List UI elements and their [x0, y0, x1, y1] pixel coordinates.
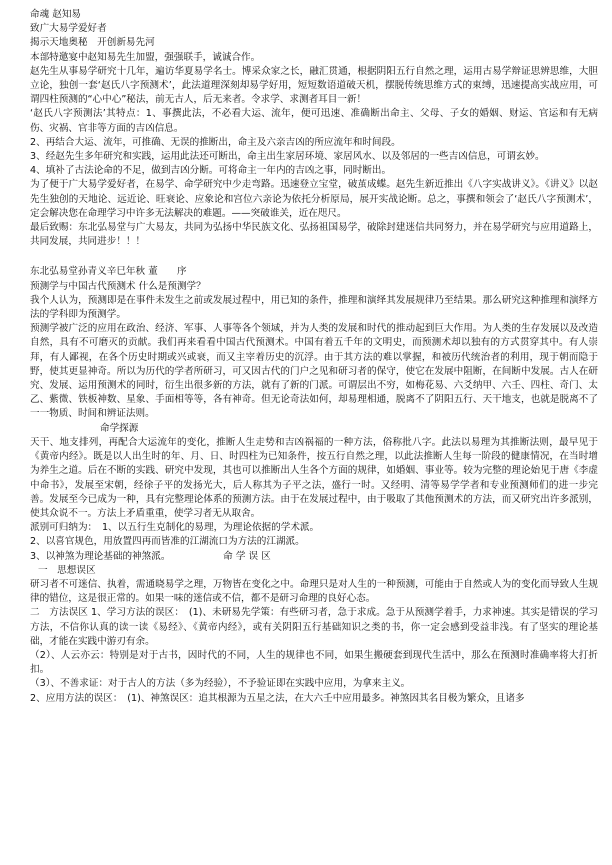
section-paragraph: 2、应用方法的误区： (1)、神煞误区：追其根源为五星之法，在大六壬中应用最多。神煞因其名目极为繁众，且诸多 [30, 692, 525, 704]
header-slogan: 揭示天地奥秘 开创新易先河 [30, 37, 155, 49]
section-paragraph: （3）、不善求证：对于古人的方法（多为经验），不予验证即在实践中应用，为拿来主义。 [30, 678, 411, 690]
section-paragraph: 研习者不可迷信、执着，需通晓易学之理，万物皆在变化之中。命理只是对人生的一种预测，可能由于自然或人为的变化而导致人生规律的错位，这是很正常的。如果一味的迷信或不信，都不是研习命理的良好心态。 [30, 578, 598, 605]
preface-paragraph: 我个人认为，预测即是在事件未发生之前或发展过程中，用已知的条件，推理和演绎其发展规律乃至结果。那么研究这种推理和演绎方法的学科即为预测学。 [30, 294, 598, 321]
preface-paragraph: 预测学被广泛的应用在政治、经济、军事、人事等各个领域，并为人类的发展和时代的推动起到巨大作用。为人类的生存发展以及改造自然，具有不可磨灭的贡献。我们再来看看中国古代预测术。中国有着五千年的文明史，而预测术却以独有的方式贯穿其中。有人崇拜，有人鄙视，在各个历史时期或兴或衰，而又主宰着历史的沉浮。由于其方法的难以掌握，和被历代统治者的利用，现于朝而隐于野，使其更显神奇。所以为历代的学者所研习，可又因古代的门户之见和研习者的保守，使它在发展中阻断，在间断中发展。古人在研究、发展、运用预测术的同时，衍生出很多新的方法，就有了新的门派。可谓层出不穷，如梅花易、六爻纳甲、六壬、四柱、奇门、太乙、紫微、铁板神数、星象、手面相等等，各有神奇。但无论奇法如何，却易理相通，脱离不了阴阳五行、天干地支，也就是脱离不了一一物质、时间和辨证法则。 [30, 323, 598, 420]
section-paragraph: 天干、地支排列，再配合大运流年的变化，推断人生走势和吉凶祸福的一种方法，俗称批八字。此法以易理为其推断法则，最早见于《黄帝内经》。既是以人出生时的年、月、日、时四柱为已知条件，按五行自然之理，以此法推断人生每一阶段的健康情况，在当时增为养生之道。后在不断的实践、研究中发现，其也可以推断出人生各个方面的规律，如婚姻、事业等。较为完整的理论始见于唐《李虚中命书》，发展至宋朝，经徐子平的发扬光大，后人称其为子平之法，盛行一时。又经明、清等易学学者和专业预测师们的进一步完善。发展至今已成为一种，具有完整理论体系的预测方法。由于在发展过程中，由于吸取了其他预测术的方法，而又研究出许多派别，使其众说不一。方法上矛盾重重，使学习者无从取舍。 [30, 436, 598, 519]
section-paragraph: 派别可归纳为： 1、以五行生克制化的易理，为理论依据的学术派。 [30, 522, 320, 534]
intro-paragraph: 赵先生从事易学研究十几年，遍访华夏易学名士。博采众家之长，融汇贯通，根据阴阳五行自然之理，运用古易学辩证思辨思维，大胆立论，独创一套‘赵氏八字预测术’，此法道理深刻却易学好用，短短数语道破天机，摆脱传统思维方式的束缚，迅速提高实战应用，可谓四柱预测的“心中心”秘法，前无古人，后无来者。令求学、求测者耳目一新！ [30, 65, 598, 106]
intro-paragraph: 3、经赵先生多年研究和实践，运用此法还可断出，命主出生家居环境、家居风水、以及邻居的一些吉凶信息，可谓玄妙。 [30, 151, 545, 163]
intro-paragraph: 2、再结合大运、流年，可推确、无误的推断出，命主及六亲吉凶的所应流年和时间段。 [30, 136, 401, 148]
intro-paragraph: 本部特邀宴中赵知易先生加盟，强强联手，诚诚合作。 [30, 51, 261, 63]
section-paragraph: 二 方法误区 1、学习方法的误区： (1)、未研易先学策：有些研习者，急于求成。急于从预测学着手，力求神速。其实是错误的学习方法，不信你认真的读一读《易经》、《黄帝内经》，或有关阴阳五行基础知识之类的书，你一定会感到受益非浅。有了坚实的理论基础，才能在实践中游刃有余。 [30, 607, 598, 647]
intro-paragraph: 最后致赐：东北弘易堂与广大易友，共同为弘扬中华民族文化、弘扬祖国易学，破除封建迷信共同努力，并在易学研究与应用道路上，共同发展，共同进步！！！ [30, 222, 598, 248]
section-heading-origin: 命学探源 [100, 422, 139, 434]
intro-paragraph: 为了便于广大易学爱好者，在易学、命学研究中少走弯路。迅速登立宝堂，破茧成蝶。赵先生新近推出《八字实战讲义》。《讲义》以赵先生独创的天地论、远近论、旺衰论、应象论和宫位六亲论为依托分析原局，展开实战论断。总之，事撰和领会了‘赵氏八字预测术’，定会解决您在命理学习中许多无法解决的难题。——突破谁关，近在咫尺。 [30, 179, 598, 219]
preface-paragraph: 预测学与中国古代预测术 什么是预测学？ [30, 280, 206, 292]
section-paragraph: 3、以神煞为理论基础的神煞派。 命 学 误 区 [30, 550, 271, 562]
preface-heading: 东北弘易堂孙青义辛巳年秋 董 序 [30, 266, 187, 278]
section-heading-thinking: 一 思想误区 [38, 564, 96, 576]
section-paragraph: 2、以喜官规色，用放置四再而皆准的江湖流口为方法的江湖派。 [30, 536, 305, 548]
intro-paragraph: ‘赵氏八字预测法’其特点：1、事撰此法，不必看大运、流年，便可迅速、准确断出命主、父母、子女的婚姻、财运、官运和有无病伤、灾祸、官非等方面的吉凶信息。 [30, 108, 598, 134]
section-paragraph: （2）、人云亦云：特别是对于古书，因时代的不同，人生的规律也不同，如果生搬硬套到现代生活中，那么在预测时准确率将大打折扣。 [30, 649, 598, 676]
header-title: 命魂 赵知易 [30, 9, 82, 20]
intro-paragraph: 4、填补了古法论命的不足，做到吉凶分断。可将命主一年内的吉凶之事，同时断出。 [30, 165, 392, 177]
header-greeting: 致广大易学爱好者 [30, 23, 107, 35]
